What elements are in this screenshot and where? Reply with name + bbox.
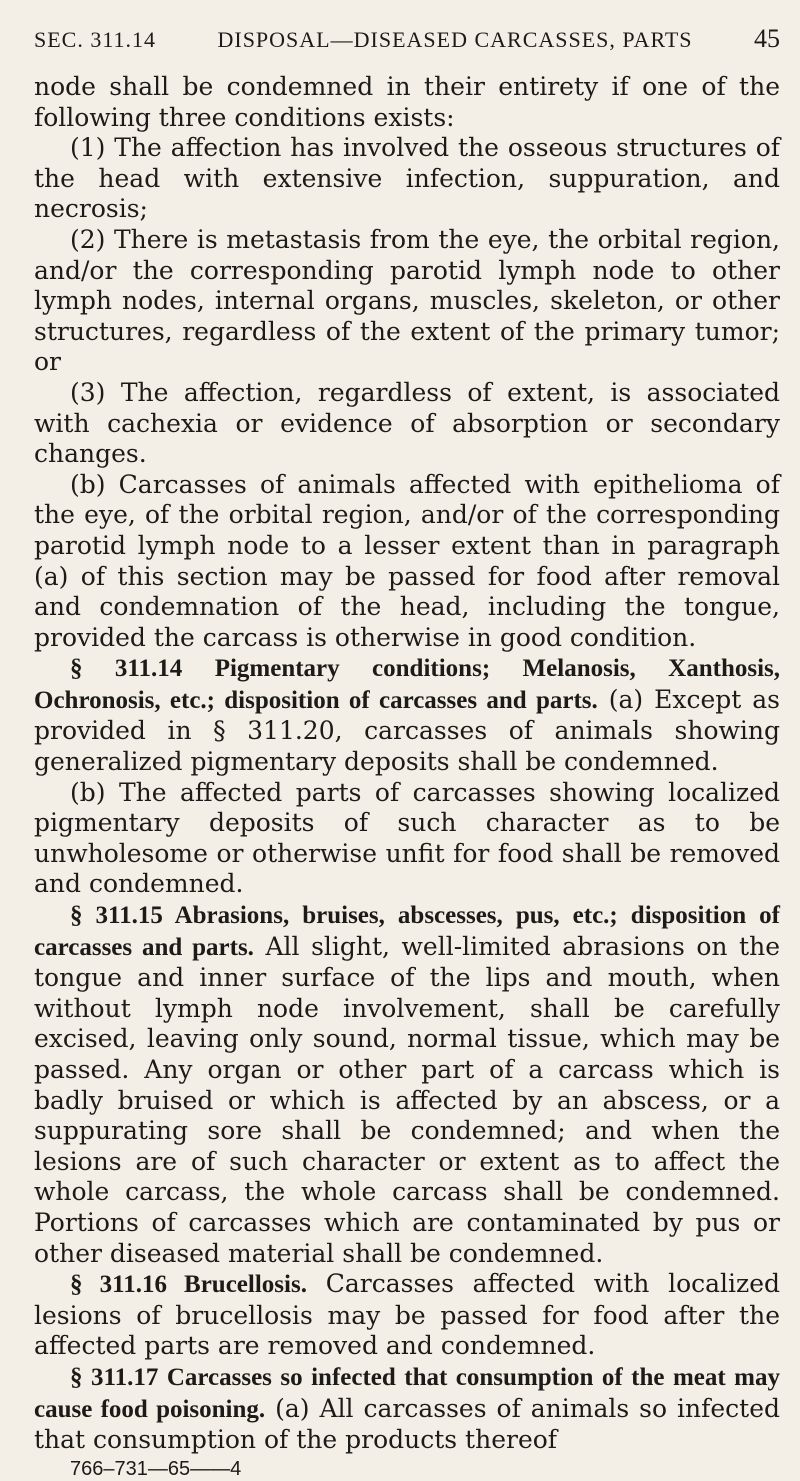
paragraph: node shall be condemned in their entirety if one of the following three conditions exists: [34, 72, 780, 132]
paragraph: (3) The affection, regardless of extent, is associated with cachexia or evidence of absorption or secondary changes. [34, 377, 780, 469]
section-heading: § 311.14 Pigmentary conditions; Melanosis, Xanthosis, Ochronosis, etc.; disposition of carcasses and parts. [34, 655, 780, 714]
printer-mark: 766–731—65——4 [70, 1457, 242, 1480]
section-heading: § 311.16 Brucellosis. [70, 1271, 307, 1299]
paragraph: (b) Carcasses of animals affected with epithelioma of the eye, of the orbital region, and/or of the corresponding parotid lymph node to a lesser extent than in paragraph (a) of this section may be passed for food after removal and condemnation of the head, including the tongue, provided the carcass is otherwise in good condition. [34, 469, 780, 652]
paragraph: § 311.14 Pigmentary conditions; Melanosis, Xanthosis, Ochronosis, etc.; disposition of carcasses and parts. (a) Except as provided in § 311.20, carcasses of animals showing generalized pigmentary deposits shall be condemned. [34, 655, 780, 777]
paragraph: (2) There is metastasis from the eye, the orbital region, and/or the corresponding parotid lymph node to other lymph nodes, internal organs, muscles, skeleton, or other structures, regardless of the extent of the primary tumor; or [34, 224, 780, 377]
paragraph: § 311.17 Carcasses so infected that consumption of the meat may cause food poisoning. (a) All carcasses of animals so infected that consumption of the products thereof [34, 1363, 781, 1455]
page-number: 45 [753, 24, 780, 53]
paragraph: (1) The affection has involved the osseous structures of the head with extensive infection, suppuration, and necrosis; [34, 133, 780, 224]
paragraph: § 311.16 Brucellosis. Carcasses affected with localized lesions of brucellosis may be passed for food after the affected parts are removed and condemned. [34, 1269, 780, 1361]
section-heading: § 311.17 Carcasses so infected that consumption of the meat may cause food poisoning. [34, 1363, 780, 1423]
header-title: DISPOSAL—DISEASED CARCASSES, PARTS [217, 27, 693, 52]
body-text [34, 72, 780, 1456]
paragraph: § 311.15 Abrasions, bruises, abscesses, pus, etc.; disposition of carcasses and parts. All slight, well-limited abrasions on the tongue and inner surface of the lips and mouth, when without lymph node involvement, shall be carefully excised, leaving only sound, normal tissue, which may be passed. Any organ or other part of a carcass which is badly bruised or which is affected by an abscess, or a suppurating sore shall be condemned; and when the lesions are of such character or extent as to affect the whole carcass, the whole carcass shall be condemned. Portions of carcasses which are contaminated by pus or other diseased material shall be condemned. [34, 902, 780, 1268]
paragraph: (b) The affected parts of carcasses showing localized pigmentary deposits of such character as to be unwholesome or otherwise unfit for food shall be removed and condemned. [34, 777, 780, 899]
section-heading: § 311.15 Abrasions, bruises, abscesses, pus, etc.; disposition of carcasses and parts. [34, 902, 780, 961]
header-section: SEC. 311.14 [34, 27, 157, 52]
running-header [34, 24, 780, 54]
